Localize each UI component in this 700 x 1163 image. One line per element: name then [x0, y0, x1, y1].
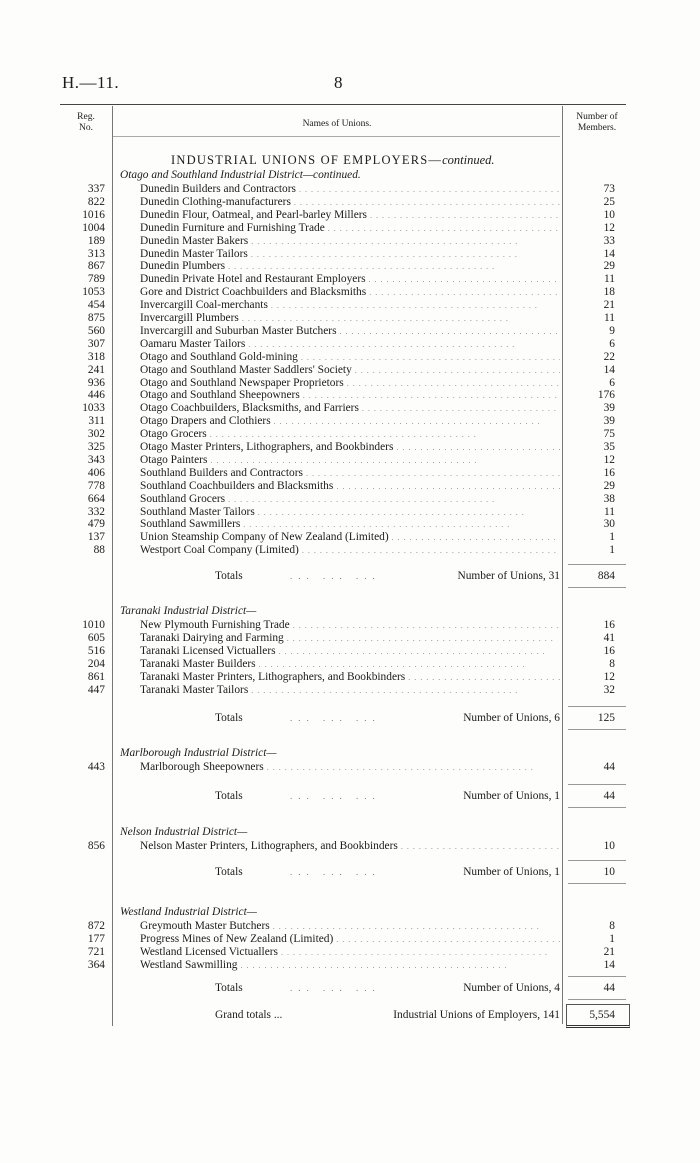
totals-union-count: Number of Unions, 4: [463, 982, 560, 994]
totals-label: Totals: [215, 712, 243, 724]
totals-union-count: Number of Unions, 6: [463, 712, 560, 724]
district-heading: Westland Industrial District—: [120, 906, 257, 918]
union-name: Otago and Southland Master Saddlers' Society . . .: [140, 364, 560, 377]
section-title: [171, 153, 495, 168]
reg-no-header: Reg. No.: [77, 112, 95, 133]
totals-union-count: Number of Unions, 31: [457, 570, 560, 582]
reg-number: 337: [87, 183, 105, 195]
union-name: Dunedin Plumbers . . .: [140, 260, 560, 273]
table-row: [0, 480, 700, 493]
member-count: 1: [609, 544, 615, 557]
union-name: Taranaki Dairying and Farming . . .: [140, 632, 560, 645]
reg-number: 875: [87, 312, 105, 324]
member-count: 32: [603, 683, 615, 696]
union-name: Nelson Master Printers, Lithographers, and Bookbinders . . .: [140, 840, 560, 853]
totals-row: [0, 789, 700, 803]
union-name: Invercargill and Suburban Master Butchers . . .: [140, 325, 560, 338]
totals-row: [0, 711, 700, 725]
member-count: 25: [603, 195, 615, 208]
reg-number: 516: [87, 644, 105, 657]
reg-number: 443: [87, 761, 105, 773]
member-count: 16: [603, 619, 615, 631]
member-count: 16: [603, 466, 615, 479]
member-count: 75: [603, 428, 615, 441]
totals-top-rule: [568, 860, 626, 861]
grand-totals-count: Industrial Unions of Employers, 141: [393, 1009, 560, 1021]
totals-label: Totals: [215, 790, 243, 802]
reg-number: 1053: [82, 286, 105, 299]
table-row: [0, 273, 700, 286]
reg-number: 137: [87, 531, 105, 544]
grand-totals-label: Grand totals ...: [215, 1009, 283, 1021]
table-row: [0, 493, 700, 506]
reg-number: 560: [87, 324, 105, 337]
member-count: 6: [609, 376, 615, 389]
grand-total-box: [566, 1004, 630, 1028]
table-row: [0, 467, 700, 480]
union-name: Southland Grocers . . .: [140, 493, 560, 506]
union-name: Otago and Southland Sheepowners . . .: [140, 389, 560, 402]
table-row: [0, 299, 700, 312]
table-row: [0, 544, 700, 557]
reg-number: 241: [87, 363, 105, 376]
section-title-main: INDUSTRIAL UNIONS OF EMPLOYERS—: [171, 153, 443, 167]
reg-number: 454: [87, 299, 105, 312]
totals-dots: ... ... ...: [290, 791, 381, 801]
member-count: 1: [609, 932, 615, 945]
union-name: Otago and Southland Newspaper Proprietors . . .: [140, 377, 560, 390]
reg-number: 313: [87, 247, 105, 260]
member-count: 39: [603, 415, 615, 428]
table-row: [0, 260, 700, 273]
header-bottom-rule: [112, 136, 560, 137]
member-count: 33: [603, 234, 615, 247]
union-name: Dunedin Clothing-manufacturers . . .: [140, 196, 560, 209]
totals-value: 125: [597, 712, 615, 724]
district-heading: Otago and Southland Industrial District—continued.: [120, 169, 361, 181]
union-name: Westport Coal Company (Limited) . . .: [140, 544, 560, 557]
reg-number: 343: [87, 453, 105, 466]
grand-totals-value: 5,554: [589, 1009, 615, 1021]
union-name: Otago Grocers . . .: [140, 428, 560, 441]
totals-label: Totals: [215, 570, 243, 582]
table-row: [0, 684, 700, 697]
table-row: [0, 312, 700, 325]
totals-bottom-rule: [568, 883, 626, 884]
reg-number: 446: [87, 389, 105, 402]
member-count: 12: [603, 221, 615, 234]
member-count: 1: [609, 531, 615, 544]
union-name: Southland Builders and Contractors . . .: [140, 467, 560, 480]
reg-number: 88: [93, 544, 105, 557]
member-count: 29: [603, 260, 615, 273]
reg-number: 332: [87, 505, 105, 518]
page-code: H.—11.: [62, 73, 120, 92]
members-header: Number of Members.: [576, 112, 618, 133]
reg-number: 311: [88, 415, 105, 428]
reg-number: 177: [87, 932, 105, 945]
union-name: Progress Mines of New Zealand (Limited) . . .: [140, 933, 560, 946]
union-name: Invercargill Plumbers . . .: [140, 312, 560, 325]
totals-top-rule: [568, 784, 626, 785]
reg-number: 189: [87, 234, 105, 247]
reg-number: 721: [87, 945, 105, 958]
totals-value: 884: [597, 570, 615, 582]
member-count: 12: [603, 670, 615, 683]
totals-row: [0, 865, 700, 879]
union-name: Gore and District Coachbuilders and Blacksmiths . . .: [140, 286, 560, 299]
table-row: [0, 389, 700, 402]
union-name: Otago and Southland Gold-mining . . .: [140, 351, 560, 364]
member-count: 16: [603, 644, 615, 657]
table-row: [0, 402, 700, 415]
member-count: 14: [603, 958, 615, 971]
union-name: Taranaki Master Tailors . . .: [140, 684, 560, 697]
member-count: 176: [597, 389, 615, 402]
union-name: Westland Sawmilling . . .: [140, 959, 560, 972]
totals-bottom-rule: [568, 587, 626, 588]
table-row: [0, 325, 700, 338]
member-count: 73: [603, 183, 615, 195]
union-name: Dunedin Master Bakers . . .: [140, 235, 560, 248]
table-row: [0, 645, 700, 658]
totals-value: 10: [603, 866, 615, 878]
table-row: [0, 933, 700, 946]
union-name: Westland Licensed Victuallers . . .: [140, 946, 560, 959]
union-name: Otago Master Printers, Lithographers, and Bookbinders . . .: [140, 441, 560, 454]
table-row: [0, 235, 700, 248]
table-row: [0, 506, 700, 519]
member-count: 22: [603, 350, 615, 363]
page-number: 8: [334, 73, 343, 92]
totals-bottom-rule: [568, 807, 626, 808]
reg-number: 936: [87, 376, 105, 389]
member-count: 29: [603, 479, 615, 492]
union-name: Dunedin Builders and Contractors . . .: [140, 183, 560, 196]
reg-number: 307: [87, 337, 105, 350]
totals-dots: ... ... ...: [290, 571, 381, 581]
totals-dots: ... ... ...: [290, 983, 381, 993]
member-count: 10: [603, 840, 615, 852]
union-name: Dunedin Master Tailors . . .: [140, 248, 560, 261]
union-name: Southland Coachbuilders and Blacksmiths . . .: [140, 480, 560, 493]
district-heading: Marlborough Industrial District—: [120, 747, 277, 759]
reg-number: 872: [87, 920, 105, 932]
reg-number: 1033: [82, 402, 105, 415]
member-count: 21: [603, 299, 615, 312]
totals-row: [0, 569, 700, 583]
district-heading: Taranaki Industrial District—: [120, 605, 257, 617]
table-row: [0, 658, 700, 671]
reg-number: 861: [87, 670, 105, 683]
table-row: [0, 619, 700, 632]
union-name: Otago Drapers and Clothiers . . .: [140, 415, 560, 428]
totals-bottom-rule: [568, 999, 626, 1000]
member-count: 14: [603, 363, 615, 376]
table-row: [0, 959, 700, 972]
member-count: 8: [609, 920, 615, 932]
table-row: [0, 518, 700, 531]
reg-number: 856: [87, 840, 105, 852]
union-name: New Plymouth Furnishing Trade . . .: [140, 619, 560, 632]
union-name: Otago Coachbuilders, Blacksmiths, and Farriers . . .: [140, 402, 560, 415]
reg-number: 822: [87, 195, 105, 208]
reg-number: 204: [87, 657, 105, 670]
table-row: [0, 531, 700, 544]
member-count: 11: [604, 273, 615, 286]
table-row: [0, 338, 700, 351]
table-row: [0, 920, 700, 933]
reg-number: 867: [87, 260, 105, 273]
union-name: Greymouth Master Butchers . . .: [140, 920, 560, 933]
reg-number: 479: [87, 518, 105, 531]
member-count: 6: [609, 337, 615, 350]
reg-number: 1010: [82, 619, 105, 631]
reg-number: 302: [87, 428, 105, 441]
table-row: [0, 248, 700, 261]
reg-number: 789: [87, 273, 105, 286]
totals-label: Totals: [215, 982, 243, 994]
union-name: Dunedin Flour, Oatmeal, and Pearl-barley Millers . . .: [140, 209, 560, 222]
union-name: Dunedin Private Hotel and Restaurant Employers . . .: [140, 273, 560, 286]
table-row: [0, 377, 700, 390]
reg-number: 605: [87, 631, 105, 644]
union-name: Taranaki Licensed Victuallers . . .: [140, 645, 560, 658]
totals-label: Totals: [215, 866, 243, 878]
member-count: 11: [604, 312, 615, 324]
table-row: [0, 632, 700, 645]
member-count: 35: [603, 441, 615, 453]
names-header: Names of Unions.: [302, 119, 372, 129]
table-row: [0, 364, 700, 377]
table-row: [0, 351, 700, 364]
totals-top-rule: [568, 706, 626, 707]
reg-number: 1016: [82, 208, 105, 221]
totals-value: 44: [603, 790, 615, 802]
reg-number: 406: [87, 466, 105, 479]
member-count: 38: [603, 492, 615, 505]
member-count: 12: [603, 453, 615, 466]
table-row: [0, 196, 700, 209]
member-count: 9: [609, 324, 615, 337]
totals-top-rule: [568, 976, 626, 977]
district-heading: Nelson Industrial District—: [120, 826, 248, 838]
table-row: [0, 454, 700, 467]
totals-dots: ... ... ...: [290, 867, 381, 877]
reg-number: 664: [87, 492, 105, 505]
table-row: [0, 428, 700, 441]
table-row: [0, 761, 700, 774]
table-row: [0, 415, 700, 428]
union-name: Otago Painters . . .: [140, 454, 560, 467]
reg-number: 364: [87, 958, 105, 971]
totals-value: 44: [603, 982, 615, 994]
member-count: 44: [603, 761, 615, 773]
union-name: Southland Sawmillers . . .: [140, 518, 560, 531]
union-name: Southland Master Tailors . . .: [140, 506, 560, 519]
union-name: Taranaki Master Printers, Lithographers, and Bookbinders . . .: [140, 671, 560, 684]
union-name: Invercargill Coal-merchants . . .: [140, 299, 560, 312]
header-top-rule: [60, 104, 626, 105]
totals-union-count: Number of Unions, 1: [463, 790, 560, 802]
reg-number: 778: [87, 479, 105, 492]
member-count: 10: [603, 208, 615, 221]
table-row: [0, 671, 700, 684]
member-count: 41: [603, 631, 615, 644]
union-name: Union Steamship Company of New Zealand (Limited) . . .: [140, 531, 560, 544]
member-count: 21: [603, 945, 615, 958]
table-row: [0, 209, 700, 222]
member-count: 30: [603, 518, 615, 531]
reg-number: 447: [87, 683, 105, 696]
member-count: 18: [603, 286, 615, 299]
totals-dots: ... ... ...: [290, 713, 381, 723]
table-row: [0, 441, 700, 454]
section-title-suffix: continued.: [442, 153, 495, 167]
union-name: Marlborough Sheepowners . . .: [140, 761, 560, 774]
table-row: [0, 222, 700, 235]
totals-bottom-rule: [568, 729, 626, 730]
totals-row: [0, 981, 700, 995]
union-name: Taranaki Master Builders . . .: [140, 658, 560, 671]
member-count: 8: [609, 657, 615, 670]
table-row: [0, 840, 700, 853]
reg-number: 318: [87, 350, 105, 363]
totals-union-count: Number of Unions, 1: [463, 866, 560, 878]
member-count: 39: [603, 402, 615, 415]
reg-number: 1004: [82, 221, 105, 234]
member-count: 14: [603, 247, 615, 260]
union-name: Dunedin Furniture and Furnishing Trade . . .: [140, 222, 560, 235]
totals-top-rule: [568, 564, 626, 565]
table-row: [0, 946, 700, 959]
reg-number: 325: [87, 441, 105, 453]
table-row: [0, 183, 700, 196]
table-row: [0, 286, 700, 299]
member-count: 11: [604, 505, 615, 518]
union-name: Oamaru Master Tailors . . .: [140, 338, 560, 351]
